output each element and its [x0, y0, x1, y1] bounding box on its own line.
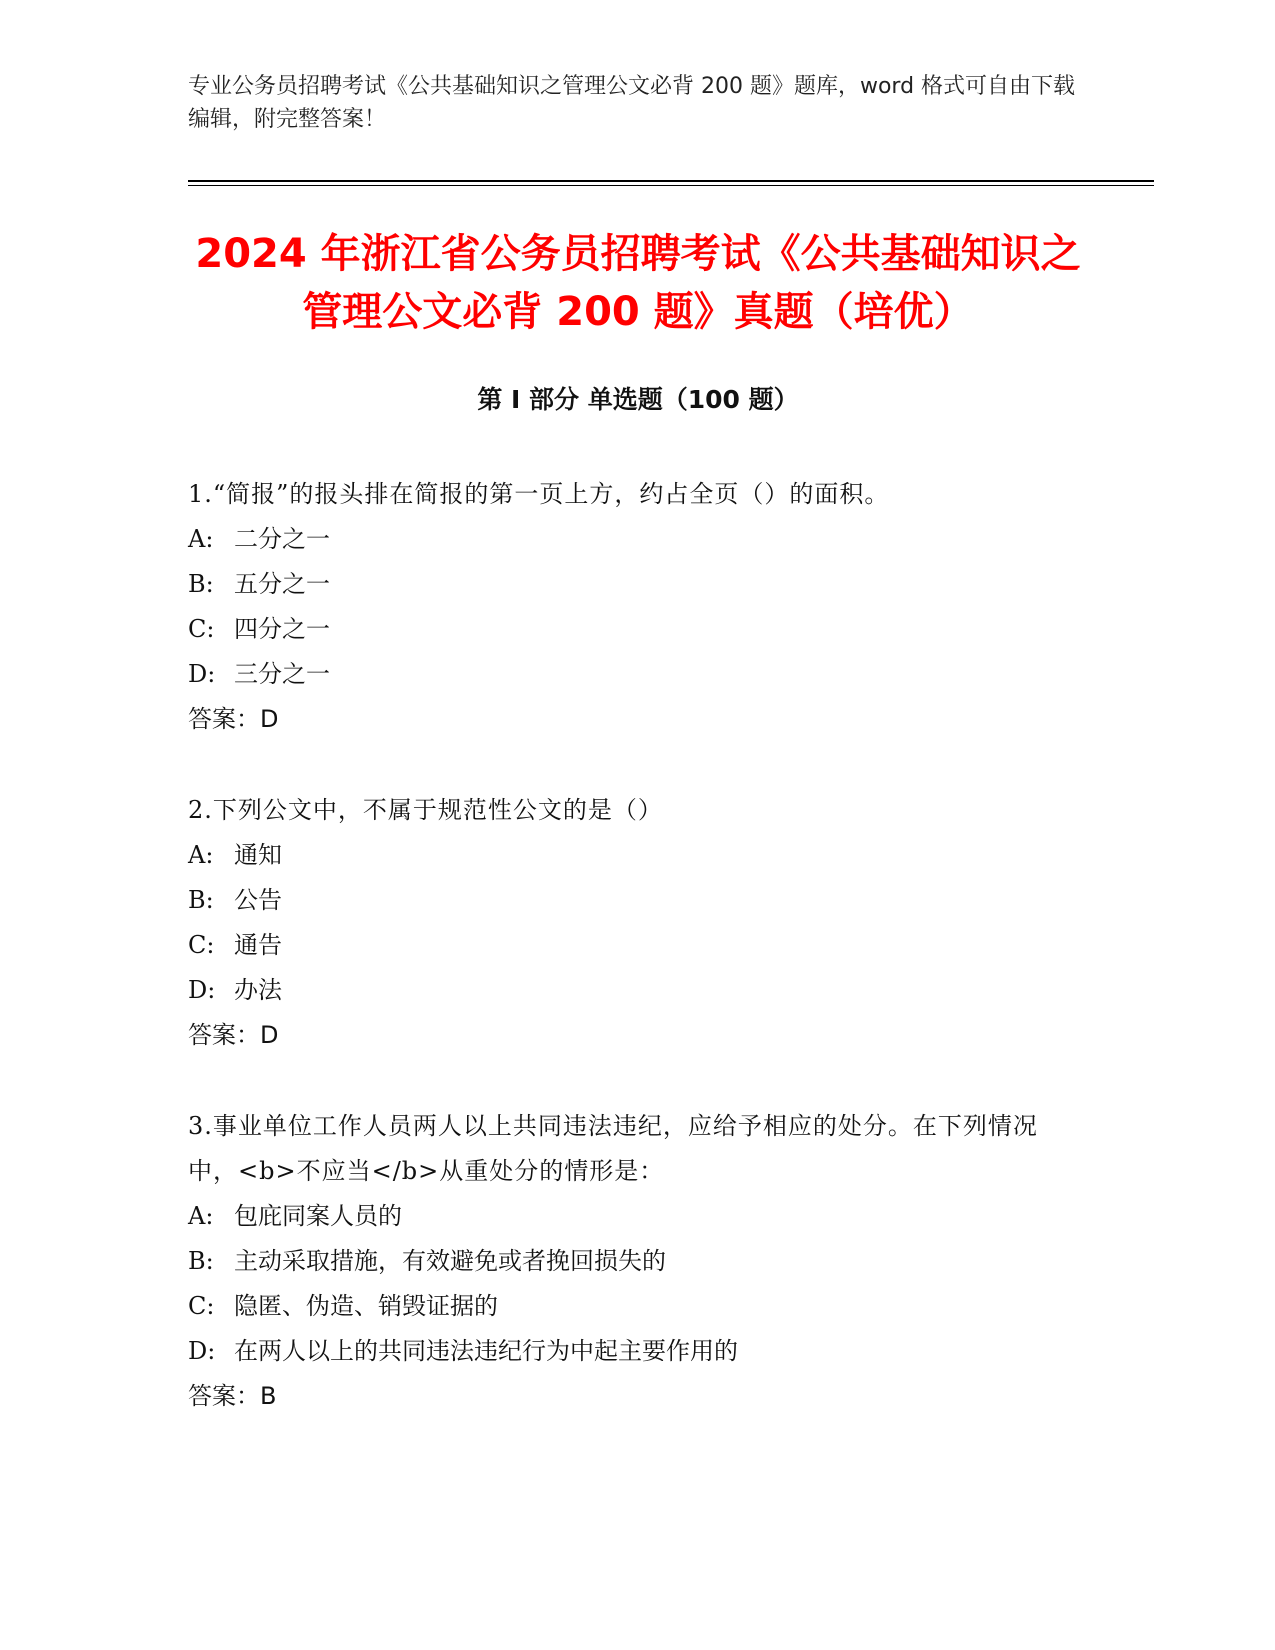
- question-list: [188, 472, 1068, 1465]
- answer: 答案：D: [188, 705, 279, 733]
- option-text: 三分之一: [234, 660, 330, 688]
- header-rule-thin: [188, 185, 1154, 186]
- option-letter: B:: [188, 886, 214, 914]
- option-letter: A:: [188, 525, 214, 553]
- option-a: [188, 1194, 1068, 1239]
- document-title: 2024 年浙江省公务员招聘考试《公共基础知识之管理公文必背 200 题》真题（培优）: [195, 231, 1081, 335]
- question-stem: 2.下列公文中，不属于规范性公文的是（）: [188, 796, 663, 824]
- option-a: [188, 833, 1068, 878]
- option-c: [188, 607, 1068, 652]
- option-letter: C:: [188, 615, 215, 643]
- option-text: 二分之一: [234, 525, 330, 553]
- option-letter: A:: [188, 1202, 214, 1230]
- option-a: [188, 517, 1068, 562]
- option-text: 在两人以上的共同违法违纪行为中起主要作用的: [234, 1337, 738, 1365]
- option-text: 隐匿、伪造、销毁证据的: [234, 1292, 498, 1320]
- option-d: [188, 968, 1068, 1013]
- option-letter: D:: [188, 660, 216, 688]
- option-b: [188, 1239, 1068, 1284]
- option-text: 公告: [234, 886, 282, 914]
- option-c: [188, 1284, 1068, 1329]
- option-letter: C:: [188, 931, 215, 959]
- option-text: 通告: [234, 931, 282, 959]
- option-text: 办法: [234, 976, 282, 1004]
- option-b: [188, 878, 1068, 923]
- question-3: [188, 1104, 1068, 1419]
- question-stem: 1.“简报”的报头排在简报的第一页上方，约占全页（）的面积。: [188, 480, 890, 508]
- section-title: 第 I 部分 单选题（100 题）: [477, 385, 799, 414]
- option-text: 通知: [234, 841, 282, 869]
- option-letter: A:: [188, 841, 214, 869]
- option-letter: D:: [188, 1337, 216, 1365]
- question-stem: 3.事业单位工作人员两人以上共同违法违纪，应给予相应的处分。在下列情况中，<b>不应当</b>从重处分的情形是：: [188, 1112, 1038, 1185]
- option-b: [188, 562, 1068, 607]
- option-text: 包庇同案人员的: [234, 1202, 402, 1230]
- option-letter: B:: [188, 570, 214, 598]
- option-text: 主动采取措施，有效避免或者挽回损失的: [234, 1247, 666, 1275]
- question-2: [188, 788, 1068, 1058]
- option-letter: C:: [188, 1292, 215, 1320]
- question-1: [188, 472, 1068, 742]
- answer: 答案：D: [188, 1021, 279, 1049]
- answer: 答案：B: [188, 1382, 277, 1410]
- option-text: 五分之一: [234, 570, 330, 598]
- header-rule-thick: [188, 180, 1154, 182]
- option-d: [188, 652, 1068, 697]
- option-letter: B:: [188, 1247, 214, 1275]
- option-letter: D:: [188, 976, 216, 1004]
- option-d: [188, 1329, 1068, 1374]
- document-header-note: 专业公务员招聘考试《公共基础知识之管理公文必背 200 题》题库，word 格式可自由下载编辑，附完整答案！: [188, 74, 1076, 132]
- option-c: [188, 923, 1068, 968]
- option-text: 四分之一: [234, 615, 330, 643]
